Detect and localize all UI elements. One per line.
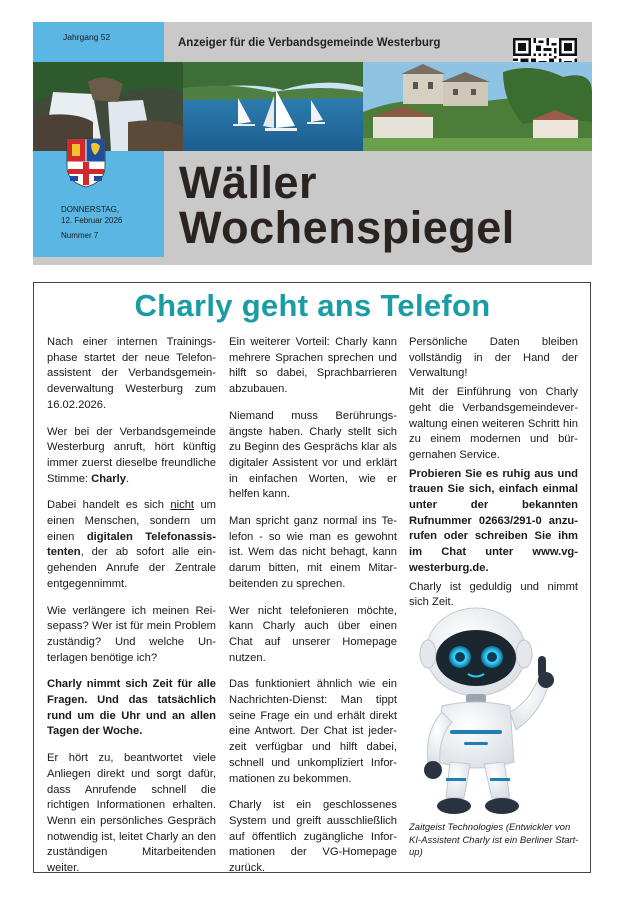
masthead-volume-box <box>33 22 164 62</box>
issue-weekday: DONNERSTAG, <box>61 205 120 214</box>
paragraph: Wer nicht telefonieren möchte, kann Charly auch über einen Chat auf unserer Homepage nutzen. <box>229 604 397 664</box>
paragraph: Dabei handelt es sich nicht um einen Menschen, sondern um einen digitalen Telefonassistenten, der ab sofort alle eingehenden Anrufe der Zentrale entgegennimmt. <box>47 499 217 590</box>
charly-name: Charly <box>91 472 126 485</box>
paragraph: Ein weiterer Vorteil: Charly kann mehrere Sprachen sprechen und hilft so dabei, Sprachbarrieren abzubauen. <box>229 336 397 396</box>
paragraph: Man spricht ganz normal ins Telefon - so wie man es gewohnt ist. Wem das nicht behagt, kann darum bitten, mit einem Mitarbeitenden zu sprechen. <box>229 515 397 590</box>
paragraph: Charly ist ein geschlossenes System und greift ausschließlich auf öffentlich zugängliche Informationen der VG-Homepage zurück. <box>229 799 397 875</box>
paragraph: Niemand muss Berührungsängste haben. Charly stellt sich zu Beginn des Gesprächs klar als digitaler Assistent vor und erklärt in einfachen Worten, wie er helfen kann. <box>229 409 397 501</box>
paragraph: Persönliche Daten bleiben vollständig in der Hand der Verwaltung! <box>409 336 578 380</box>
title-line-1: Wäller <box>179 157 318 208</box>
underlined-word: nicht <box>170 499 195 512</box>
article-column-3 <box>409 335 578 614</box>
landscape-photo-icon <box>33 62 592 151</box>
paragraph: Nach einer internen Trainingsphase startet der neue Telefonassistent der Verbandsgemeindeverwaltung Westerburg zum 16.02.2026. <box>47 336 216 411</box>
article-headline: Charly geht ans Telefon <box>134 288 491 323</box>
paragraph: Er hört zu, beantwortet viele Anliegen direkt und sorgt dafür, dass Anrufende schnell die richtigen Informationen erhalten. Wenn ein persönliches Gespräch notwendig ist, leitet Charly an den zuständigen Mitarbeitenden weiter. <box>47 752 216 875</box>
robot-mascot-icon <box>412 602 580 822</box>
tagline: Anzeiger für die Verbandsgemeinde Westerburg <box>178 37 441 49</box>
article-column-1 <box>47 335 216 888</box>
paragraph: Charly ist geduldig und nimmt sich Zeit. <box>409 580 578 609</box>
paragraph: Mit der Einführung von Charly geht die Verbandsgemeindeverwaltung einen weiteren Schritt hin zu einem modernen und bürgernahen Service. <box>409 386 578 461</box>
volume-label: Jahrgang 52 <box>63 32 111 42</box>
paragraph-bold: Probieren Sie es ruhig aus und trauen Sie sich, einfach einmal unter der bekannten Rufnummer 02663/291-0 anzurufen oder schreiben Sie ihm im Chat unter www.vg-westerburg.de. <box>409 467 578 574</box>
coat-of-arms-icon <box>66 138 106 188</box>
paragraph: Wie verlängere ich meinen Reisepass? Wer ist für mein Problem zuständig? Und welche Unterlagen benötige ich? <box>47 604 216 664</box>
paragraph: Das funktioniert ähnlich wie ein Nachrichten-Dienst: Man tippt seine Frage ein und erhält direkt eine Antwort. Der Chat ist jederzeit verfügbar und hilft dabei, schnell und unkompliziert Informationen zu bekommen. <box>229 678 397 785</box>
newspaper-title <box>179 157 515 253</box>
image-caption: Zaitgeist Technologies (Entwickler von KI-Assistent Charly ist ein Berliner Start-up) <box>409 822 579 858</box>
paragraph: Wer bei der Verbandsgemeinde Westerburg anruft, hört künftig immer zuerst dieselbe freundliche Stimme: Charly. <box>47 425 216 485</box>
article-column-2 <box>229 335 397 888</box>
bold-phrase: digitalen Telefonassistenten <box>47 530 216 559</box>
title-line-2: Wochenspiegel <box>179 202 515 253</box>
issue-date-text: 12. Februar 2026 <box>61 215 123 225</box>
issue-date <box>61 205 122 226</box>
issue-number: Nummer 7 <box>61 231 99 240</box>
paragraph-bold: Charly nimmt sich Zeit für alle Fragen. Und das tatsächlich rund um die Uhr und an allen Tagen der Woche. <box>47 678 216 738</box>
